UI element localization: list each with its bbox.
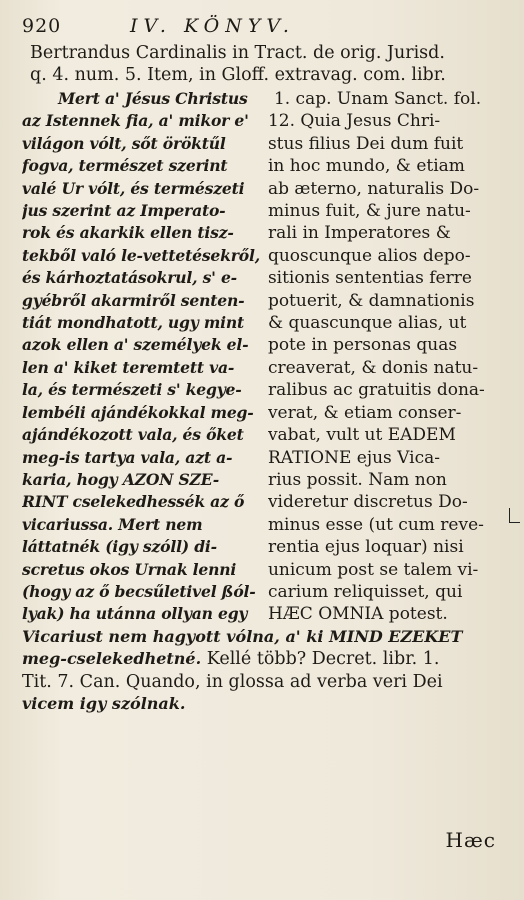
text-line: fogva, természet szerint — [22, 156, 228, 176]
running-title: IV. KÖNYV. — [130, 15, 295, 37]
text-line: carium reliquisset, qui — [267, 581, 463, 602]
catchword: Hæc — [445, 828, 496, 852]
text-line: Tit. 7. Can. Quando, in glossa ad verba veri Dei — [22, 671, 443, 692]
text-line: tekből való le-vettetésekről, — [22, 245, 260, 265]
text-line: rentia ejus loquar) nisi — [267, 537, 464, 558]
text-line: vicem igy szólnak. — [22, 693, 186, 713]
text-line: 12. Quia Jesus Chri- — [267, 111, 441, 132]
text-line: in hoc mundo, & etiam — [267, 156, 465, 177]
text-line: sitionis sententias ferre — [267, 268, 472, 289]
text-line: RINT cselekedhessék az ő — [22, 492, 245, 512]
text-line: stus filius Dei dum fuit — [267, 133, 464, 154]
text-line: q. 4. num. 5. Item, in Gloff. extravag. com. libr. — [30, 65, 446, 85]
text-line: az Istennek fia, a' mikor e' — [22, 111, 249, 131]
full-width-text — [22, 626, 504, 716]
text-line: potuerit, & damnationis — [267, 290, 475, 311]
text-line: 1. cap. Unam Sanct. fol. — [273, 89, 482, 109]
text-line: la, és természeti s' kegye- — [22, 380, 242, 400]
text-line: RATIONE ejus Vica- — [267, 447, 440, 468]
text-line: Vicariust nem hagyott vólna, a' ki MIND EZEKET — [22, 626, 463, 646]
text-line: jus szerint az Imperato- — [22, 201, 226, 221]
text-line: vabat, vult ut EADEM — [267, 425, 456, 446]
text-line: pote in personas quas — [267, 335, 458, 356]
text-line — [22, 648, 504, 670]
text-line: rok és akarkik ellen tisz- — [22, 223, 234, 243]
text-line: HÆC OMNIA potest. — [267, 604, 448, 625]
text-line: tiát mondhatott, ugy mint — [22, 313, 245, 333]
text-line: lyak) ha utánna ollyan egy — [22, 604, 248, 624]
margin-mark — [509, 508, 520, 523]
text-line: len a' kiket teremtett va- — [22, 357, 235, 377]
text-line: minus fuit, & jure natu- — [267, 201, 471, 222]
page-number: 920 — [22, 15, 62, 37]
text-line: láttatnék (igy szóll) di- — [22, 537, 217, 557]
latin-column — [268, 88, 504, 626]
text-line: verat, & etiam conser- — [267, 402, 462, 423]
text-line: világon vólt, sőt öröktűl — [22, 133, 226, 153]
italic-run: meg-cselekedhetné. — [22, 649, 202, 669]
text-line: valé Ur vólt, és természeti — [22, 178, 245, 198]
hungarian-column — [22, 88, 260, 626]
text-line: creaverat, & donis natu- — [267, 357, 479, 378]
text-line: meg-is tartya vala, azt a- — [22, 447, 233, 467]
parallel-columns — [22, 88, 504, 626]
text-line: rali in Imperatores & — [267, 223, 451, 244]
text-line: gyébről akarmiről senten- — [22, 290, 245, 310]
text-line: ralibus ac gratuitis dona- — [267, 380, 485, 401]
text-line: lembéli ajándékokkal meg- — [22, 402, 254, 422]
text-line: Mert a' Jésus Christus — [58, 89, 248, 108]
text-line: ajándékozott vala, és őket — [22, 425, 244, 445]
roman-run: Kellé több? Decret. libr. 1. — [206, 649, 440, 670]
text-line: minus esse (ut cum reve- — [267, 514, 484, 535]
text-line: unicum post se talem vi- — [267, 559, 479, 580]
text-line: rius possit. Nam non — [267, 469, 447, 490]
text-line: ab æterno, naturalis Do- — [267, 178, 480, 199]
text-line: scretus okos Urnak lenni — [22, 559, 237, 579]
text-line: Bertrandus Cardinalis in Tract. de orig. Jurisd. — [30, 43, 445, 63]
text-line: quoscunque alios depo- — [267, 245, 471, 266]
page-header — [22, 14, 504, 38]
text-line: & quascunque alias, ut — [267, 313, 467, 334]
citation-lead — [22, 42, 504, 86]
text-line: videretur discretus Do- — [267, 492, 468, 513]
text-line: és kárhoztatásokrul, s' e- — [22, 268, 237, 288]
text-line: (hogy az ő becsűletivel ßól- — [22, 581, 256, 601]
text-line: azok ellen a' személyek el- — [22, 335, 249, 355]
text-line: karia, hogy AZON SZE- — [22, 469, 219, 489]
text-line: vicariussa. Mert nem — [22, 514, 203, 534]
